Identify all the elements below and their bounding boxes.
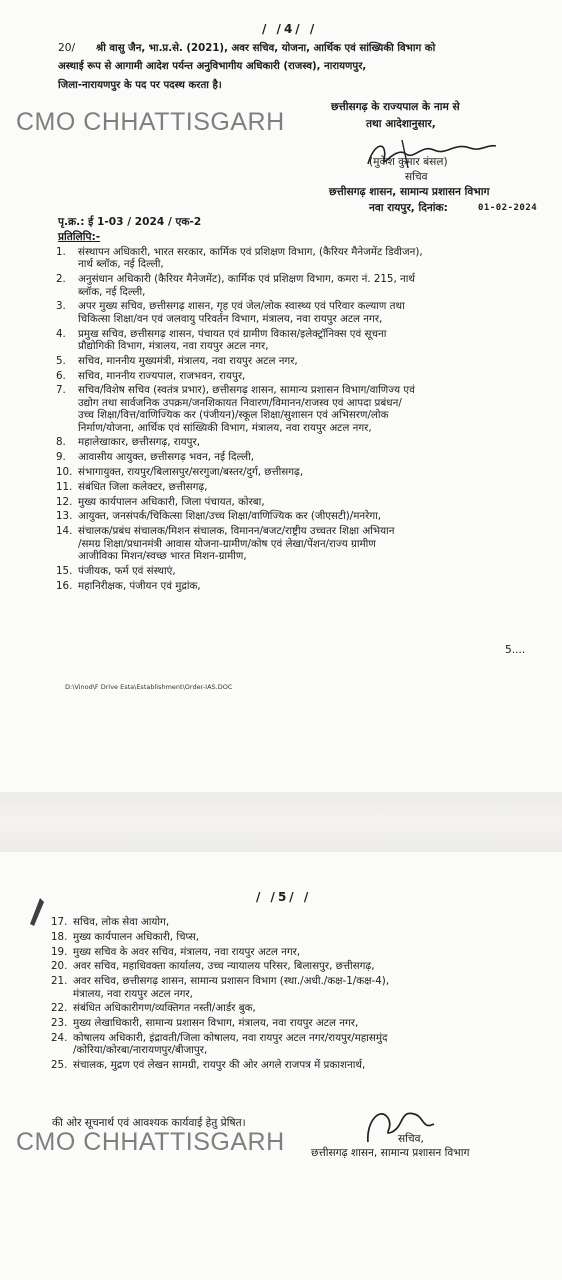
list-item-line: संचालक, मुद्रण एवं लेखन सामग्री, रायपुर की ओर अगले राजपत्र में प्रकाशनार्थ, xyxy=(73,1059,366,1072)
department-line: छत्तीसगढ़ शासन, सामान्य प्रशासन विभाग xyxy=(311,1147,470,1159)
list-item-line: संभागायुक्त, रायपुर/बिलासपुर/सरगुजा/बस्तर/दुर्ग, छत्तीसगढ़, xyxy=(78,466,304,479)
list-item-text xyxy=(78,525,540,562)
list-item xyxy=(56,481,540,493)
list-item xyxy=(56,328,540,353)
list-item xyxy=(56,436,540,448)
list-item-line: मुख्य सचिव के अवर सचिव, मंत्रालय, नवा रायपुर अटल नगर, xyxy=(73,945,301,958)
list-item-text xyxy=(73,916,541,928)
list-item-line: संचालक/प्रबंध संचालक/मिशन संचालक, विमानन/बजट/राष्ट्रीय उच्चतर शिक्षा अभियान xyxy=(78,525,395,538)
list-item-line: आवासीय आयुक्त, छत्तीसगढ़ भवन, नई दिल्ली, xyxy=(78,451,255,464)
list-item-text xyxy=(78,300,540,325)
list-item xyxy=(51,931,541,943)
reference-number: पृ.क्र.: ई 1-03 / 2024 / एक-2 xyxy=(58,216,202,228)
list-item-line: प्रौद्योगिकी विभाग, मंत्रालय, नवा रायपुर अटल नगर, xyxy=(78,340,269,353)
list-item-number: 18. xyxy=(51,930,68,943)
list-item-line: मुख्य कार्यपालन अधिकारी, जिला पंचायत, कोरबा, xyxy=(78,495,265,508)
list-item-line: महानिरीक्षक, पंजीयन एवं मुद्रांक, xyxy=(78,579,201,592)
list-item-number: 15. xyxy=(56,564,73,577)
list-item-text xyxy=(78,355,540,367)
list-item-number: 13. xyxy=(56,510,73,523)
list-item-number: 16. xyxy=(56,579,73,592)
list-item-text xyxy=(78,496,540,508)
list-item-line: महालेखाकार, छत्तीसगढ़, रायपुर, xyxy=(78,436,200,449)
list-item xyxy=(51,960,541,972)
list-item-text xyxy=(78,384,540,434)
list-item-line: अवर सचिव, छत्तीसगढ़ शासन, सामान्य प्रशासन विभाग (स्था./अधी./कक्ष-1/कक्ष-4), xyxy=(73,975,390,988)
list-item xyxy=(51,975,541,1000)
watermark: CMO CHHATTISGARH xyxy=(16,1128,285,1156)
list-item xyxy=(51,916,541,928)
list-item-text xyxy=(78,580,540,592)
list-item-line: /समग्र शिक्षा/प्रधानमंत्री आवास योजना-ग्रामीण/कोष एवं लेखा/पेंशन/राज्य ग्रामीण xyxy=(78,537,376,550)
list-item-line: अपर मुख्य सचिव, छत्तीसगढ़ शासन, गृह एवं जेल/लोक स्वास्थ्य एवं परिवार कल्याण तथा xyxy=(78,300,405,313)
distribution-list-2 xyxy=(51,916,541,1074)
orders-line: तथा आदेशानुसार, xyxy=(366,118,436,130)
list-item-text xyxy=(78,370,540,382)
list-item xyxy=(56,580,540,592)
list-item-number: 9. xyxy=(56,451,66,464)
list-item-line: आयुक्त, जनसंपर्क/चिकित्सा शिक्षा/उच्च शिक्षा/वाणिज्यिक कर (जीएसटी)/मनरेगा, xyxy=(78,510,382,523)
list-item xyxy=(56,273,540,298)
list-item-number: 3. xyxy=(56,300,66,313)
list-item xyxy=(56,496,540,508)
list-item-line: सचिव, माननीय मुख्यमंत्री, मंत्रालय, नवा रायपुर अटल नगर, xyxy=(78,354,298,367)
distribution-list-1 xyxy=(56,246,540,594)
place-date-label: नवा रायपुर, दिनांक: xyxy=(369,202,448,214)
list-item-line: मुख्य लेखाधिकारी, सामान्य प्रशासन विभाग, मंत्रालय, नवा रायपुर अटल नगर, xyxy=(73,1017,359,1030)
list-item-number: 19. xyxy=(51,945,68,958)
list-item xyxy=(56,451,540,463)
list-item-number: 2. xyxy=(56,273,66,286)
list-item-text xyxy=(78,466,540,478)
document-page-5 xyxy=(0,852,562,1280)
list-item xyxy=(51,1059,541,1071)
list-item xyxy=(56,246,540,271)
signatory-name: (मुकेश कुमार बंसल) xyxy=(369,156,448,168)
list-item-number: 17. xyxy=(51,916,68,928)
list-item-text xyxy=(78,328,540,353)
list-item-text xyxy=(78,510,540,522)
page-number: / /4/ / xyxy=(262,22,318,36)
list-item-text xyxy=(73,1059,541,1071)
list-item-number: 11. xyxy=(56,480,73,493)
department-line: छत्तीसगढ़ शासन, सामान्य प्रशासन विभाग xyxy=(329,186,490,198)
list-item-number: 23. xyxy=(51,1017,68,1030)
file-path: D:\Vinod\F Drive Esta\Establishment\Order-IAS.DOC xyxy=(65,683,233,691)
list-item-number: 4. xyxy=(56,327,66,340)
list-item-number: 20. xyxy=(51,960,68,973)
list-item-line: सचिव, माननीय राज्यपाल, राजभवन, रायपुर, xyxy=(78,369,246,382)
list-item-text xyxy=(73,1017,541,1029)
continuation-marker: 5.... xyxy=(505,644,526,656)
list-item xyxy=(56,565,540,577)
list-item-number: 24. xyxy=(51,1031,68,1044)
list-item-line: संस्थापन अधिकारी, भारत सरकार, कार्मिक एवं प्रशिक्षण विभाग, (कैरियर मैनेजमेंट डिवीजन), xyxy=(78,246,423,258)
list-item-line: पंजीयक, फर्म एवं संस्थाएं, xyxy=(78,564,176,577)
list-item-line: उच्च शिक्षा/वित्त/वाणिज्यिक कर (पंजीयन)/स्कूल शिक्षा/सुशासन एवं अभिसरण/लोक xyxy=(78,409,389,422)
list-item-text xyxy=(73,946,541,958)
list-item-line: आजीविका मिशन/स्वच्छ भारत मिशन-ग्रामीण, xyxy=(78,550,247,563)
list-item-number: 25. xyxy=(51,1059,68,1072)
list-item xyxy=(51,1017,541,1029)
paragraph-line-2: अस्थाई रूप से आगामी आदेश पर्यन्त अनुविभागीय अधिकारी (राजस्व), नारायणपुर, xyxy=(58,61,367,72)
page-gap xyxy=(0,792,562,852)
list-item-text xyxy=(78,246,540,271)
list-item-text xyxy=(78,273,540,298)
closing-line: की ओर सूचनार्थ एवं आवश्यक कार्यवाई हेतु प्रेषित। xyxy=(52,1117,246,1129)
list-item-text xyxy=(73,975,541,1000)
paragraph-line-1: श्री वासु जैन, भा.प्र.से. (2021), अवर सचिव, योजना, आर्थिक एवं सांख्यिकी विभाग को xyxy=(96,43,436,54)
list-item-number: 14. xyxy=(56,525,73,538)
list-item-line: संबंधित अधिकारीगण/व्यक्तिगत नस्ती/आर्डर बुक, xyxy=(73,1002,256,1015)
list-item-text xyxy=(73,931,541,943)
list-item-text xyxy=(73,1032,541,1057)
list-item-line: नार्थ ब्लॉक, नई दिल्ली, xyxy=(78,258,164,271)
list-item-number: 12. xyxy=(56,495,73,508)
list-item-line: मुख्य कार्यपालन अधिकारी, चिप्स, xyxy=(73,930,199,943)
list-item-line: उद्योग तथा सार्वजनिक उपक्रम/जनशिकायत निवारण/विमानन/राजस्व एवं आपदा प्रबंधन/ xyxy=(78,396,402,409)
list-item-line: कोषालय अधिकारी, इंद्रावती/जिला कोषालय, नवा रायपुर अटल नगर/रायपुर/महासमुंद xyxy=(73,1031,388,1044)
list-item-text xyxy=(73,960,541,972)
list-item xyxy=(56,510,540,522)
governor-line: छत्तीसगढ़ के राज्यपाल के नाम से xyxy=(331,101,460,113)
handwritten-date: 01-02-2024 xyxy=(478,203,538,213)
page-number: / /5/ / xyxy=(256,890,312,904)
list-item xyxy=(51,946,541,958)
list-item-number: 8. xyxy=(56,436,66,449)
list-item-text xyxy=(78,565,540,577)
list-item-line: /कोरिया/कोरबा/नारायणपुर/बीजापुर, xyxy=(73,1044,208,1057)
list-item-line: मंत्रालय, नवा रायपुर अटल नगर, xyxy=(73,987,193,1000)
list-item-line: सचिव/विशेष सचिव (स्वतंत्र प्रभार), छत्तीसगढ़ शासन, सामान्य प्रशासन विभाग/वाणिज्य एवं xyxy=(78,384,415,397)
copy-heading: प्रतिलिपि:- xyxy=(58,231,101,243)
list-item xyxy=(56,466,540,478)
list-item-line: सचिव, लोक सेवा आयोग, xyxy=(73,916,170,928)
list-item xyxy=(56,300,540,325)
list-item-line: प्रमुख सचिव, छत्तीसगढ़ शासन, पंचायत एवं ग्रामीण विकास/इलेक्ट्रॉनिक्स एवं सूचना xyxy=(78,327,387,340)
list-item xyxy=(51,1032,541,1057)
signatory-post: सचिव, xyxy=(398,1133,424,1145)
list-item xyxy=(56,355,540,367)
paragraph-line-3: जिला-नारायणपुर के पद पर पदस्थ करता है। xyxy=(58,80,222,91)
list-item-line: अनुसंधान अधिकारी (कैरियर मैनेजमेंट), कार्मिक एवं प्रशिक्षण विभाग, कमरा नं. 215, नार्थ xyxy=(78,273,415,286)
list-item-number: 22. xyxy=(51,1002,68,1015)
list-item xyxy=(56,384,540,434)
list-item-number: 5. xyxy=(56,354,66,367)
list-item xyxy=(56,370,540,382)
list-item-line: अवर सचिव, महाधिवक्ता कार्यालय, उच्च न्यायालय परिसर, बिलासपुर, छत्तीसगढ़, xyxy=(73,960,375,973)
list-item-text xyxy=(78,481,540,493)
list-item-number: 10. xyxy=(56,466,73,479)
scan-mark xyxy=(26,894,48,928)
list-item-text xyxy=(78,451,540,463)
list-item-number: 6. xyxy=(56,369,66,382)
list-item xyxy=(56,525,540,562)
list-item-line: संबंधित जिला कलेक्टर, छत्तीसगढ़, xyxy=(78,480,208,493)
list-item-text xyxy=(73,1002,541,1014)
watermark: CMO CHHATTISGARH xyxy=(16,108,285,136)
list-item xyxy=(51,1002,541,1014)
list-item-number: 7. xyxy=(56,384,66,397)
paragraph-number: 20/ xyxy=(58,42,76,54)
signatory-post: सचिव xyxy=(405,171,428,183)
list-item-number: 21. xyxy=(51,975,68,988)
list-item-line: चिकित्सा शिक्षा/वन एवं जलवायु परिवर्तन विभाग, मंत्रालय, नवा रायपुर अटल नगर, xyxy=(78,312,383,325)
list-item-number: 1. xyxy=(56,246,66,258)
list-item-line: ब्लॉक, नई दिल्ली, xyxy=(78,285,146,298)
list-item-line: निर्माण/योजना, आर्थिक एवं सांख्यिकी विभाग, मंत्रालय, नवा रायपुर अटल नगर, xyxy=(78,421,372,434)
list-item-text xyxy=(78,436,540,448)
